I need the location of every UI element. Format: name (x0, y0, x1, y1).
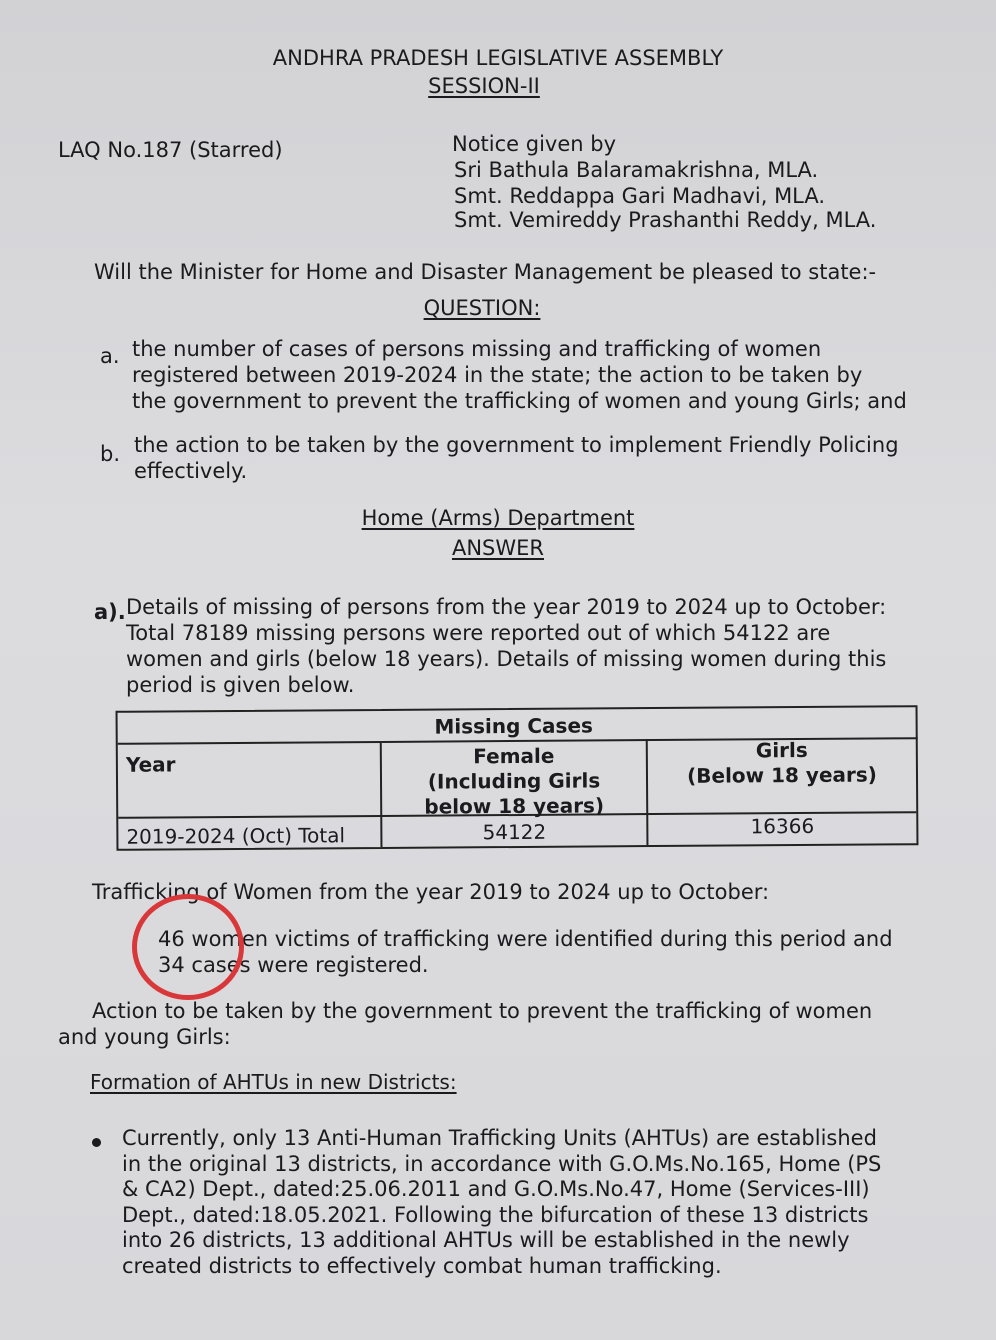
red-circle-annotation (132, 894, 244, 1000)
table-header-female-line: (Including Girls (427, 768, 601, 794)
trafficking-text (158, 926, 906, 978)
member-2: Smt. Reddappa Gari Madhavi, MLA. (454, 184, 826, 208)
assembly-title: ANDHRA PRADESH LEGISLATIVE ASSEMBLY (272, 46, 724, 70)
ahtu-line: Currently, only 13 Anti-Human Trafficking Units (AHTUs) are established (122, 1126, 877, 1150)
ahtu-text (122, 1126, 906, 1279)
answer-a-line: Total 78189 missing persons were reported out of which 54122 are (126, 621, 831, 645)
question-heading: QUESTION: (423, 296, 541, 320)
bullet-icon (92, 1138, 101, 1147)
table-header-female (382, 743, 647, 820)
trafficking-line: 34 cases were registered. (158, 953, 429, 977)
question-a-text (132, 336, 908, 414)
laq-number: LAQ No.187 (Starred) (58, 138, 283, 162)
ahtu-line: Dept., dated:18.05.2021. Following the bifurcation of these 13 districts (122, 1202, 869, 1227)
action-text (58, 998, 906, 1050)
answer-a-line: women and girls (below 18 years). Details of missing women during this (126, 647, 887, 671)
answer-a-line: Details of missing of persons from the year 2019 to 2024 up to October: (126, 595, 887, 619)
answer-a-label: a). (94, 600, 126, 624)
action-line: and young Girls: (58, 1025, 231, 1049)
ahtu-line: into 26 districts, 13 additional AHTUs will be established in the newly (122, 1228, 850, 1252)
ahtu-line: created districts to effectively combat human trafficking. (122, 1253, 722, 1278)
question-a-label: a. (100, 344, 120, 368)
table-header-female-line: below 18 years) (424, 793, 605, 819)
table-row-female: 54122 (482, 819, 547, 845)
table-header-girls (648, 737, 916, 789)
question-b-text (134, 432, 908, 484)
intro-text: Will the Minister for Home and Disaster Management be pleased to state:- (94, 260, 877, 284)
question-b-line: effectively. (134, 459, 248, 483)
question-b-label: b. (100, 442, 121, 466)
answer-heading: ANSWER (451, 536, 545, 560)
action-line: Action to be taken by the government to prevent the trafficking of women (92, 999, 873, 1023)
table-group-header: Missing Cases (434, 713, 593, 739)
answer-a-line: period is given below. (126, 673, 355, 697)
trafficking-line: 46 women victims of trafficking were identified during this period and (158, 927, 893, 951)
table-header-girls-line: Girls (755, 737, 808, 763)
table-row-girls: 16366 (750, 813, 815, 839)
question-a-line: the number of cases of persons missing and trafficking of women (132, 337, 822, 361)
table-header-female-line: Female (473, 743, 555, 769)
question-a-line: registered between 2019-2024 in the state; the action to be taken by (132, 363, 863, 387)
trafficking-heading: Trafficking of Women from the year 2019 to 2024 up to October: (92, 880, 770, 904)
missing-cases-table (116, 705, 919, 851)
table-header-girls-line: (Below 18 years) (686, 762, 877, 788)
member-1: Sri Bathula Balaramakrishna, MLA. (454, 158, 819, 182)
ahtu-line: & CA2) Dept., dated:25.06.2011 and G.O.Ms.No.47, Home (Services-III) (122, 1177, 870, 1201)
question-b-line: the action to be taken by the government to implement Friendly Policing (134, 433, 899, 457)
table-header-year: Year (125, 752, 176, 777)
department-heading: Home (Arms) Department (361, 506, 635, 530)
session-label: SESSION-II (428, 74, 540, 98)
question-a-line: the government to prevent the trafficking of women and young Girls; and (132, 389, 907, 413)
notice-label: Notice given by (452, 132, 617, 156)
answer-a-text (126, 594, 906, 698)
ahtu-heading: Formation of AHTUs in new Districts: (90, 1070, 457, 1094)
ahtu-line: in the original 13 districts, in accordance with G.O.Ms.No.165, Home (PS (122, 1151, 882, 1176)
member-3: Smt. Vemireddy Prashanthi Reddy, MLA. (454, 208, 877, 232)
table-row-year: 2019-2024 (Oct) Total (126, 823, 346, 849)
